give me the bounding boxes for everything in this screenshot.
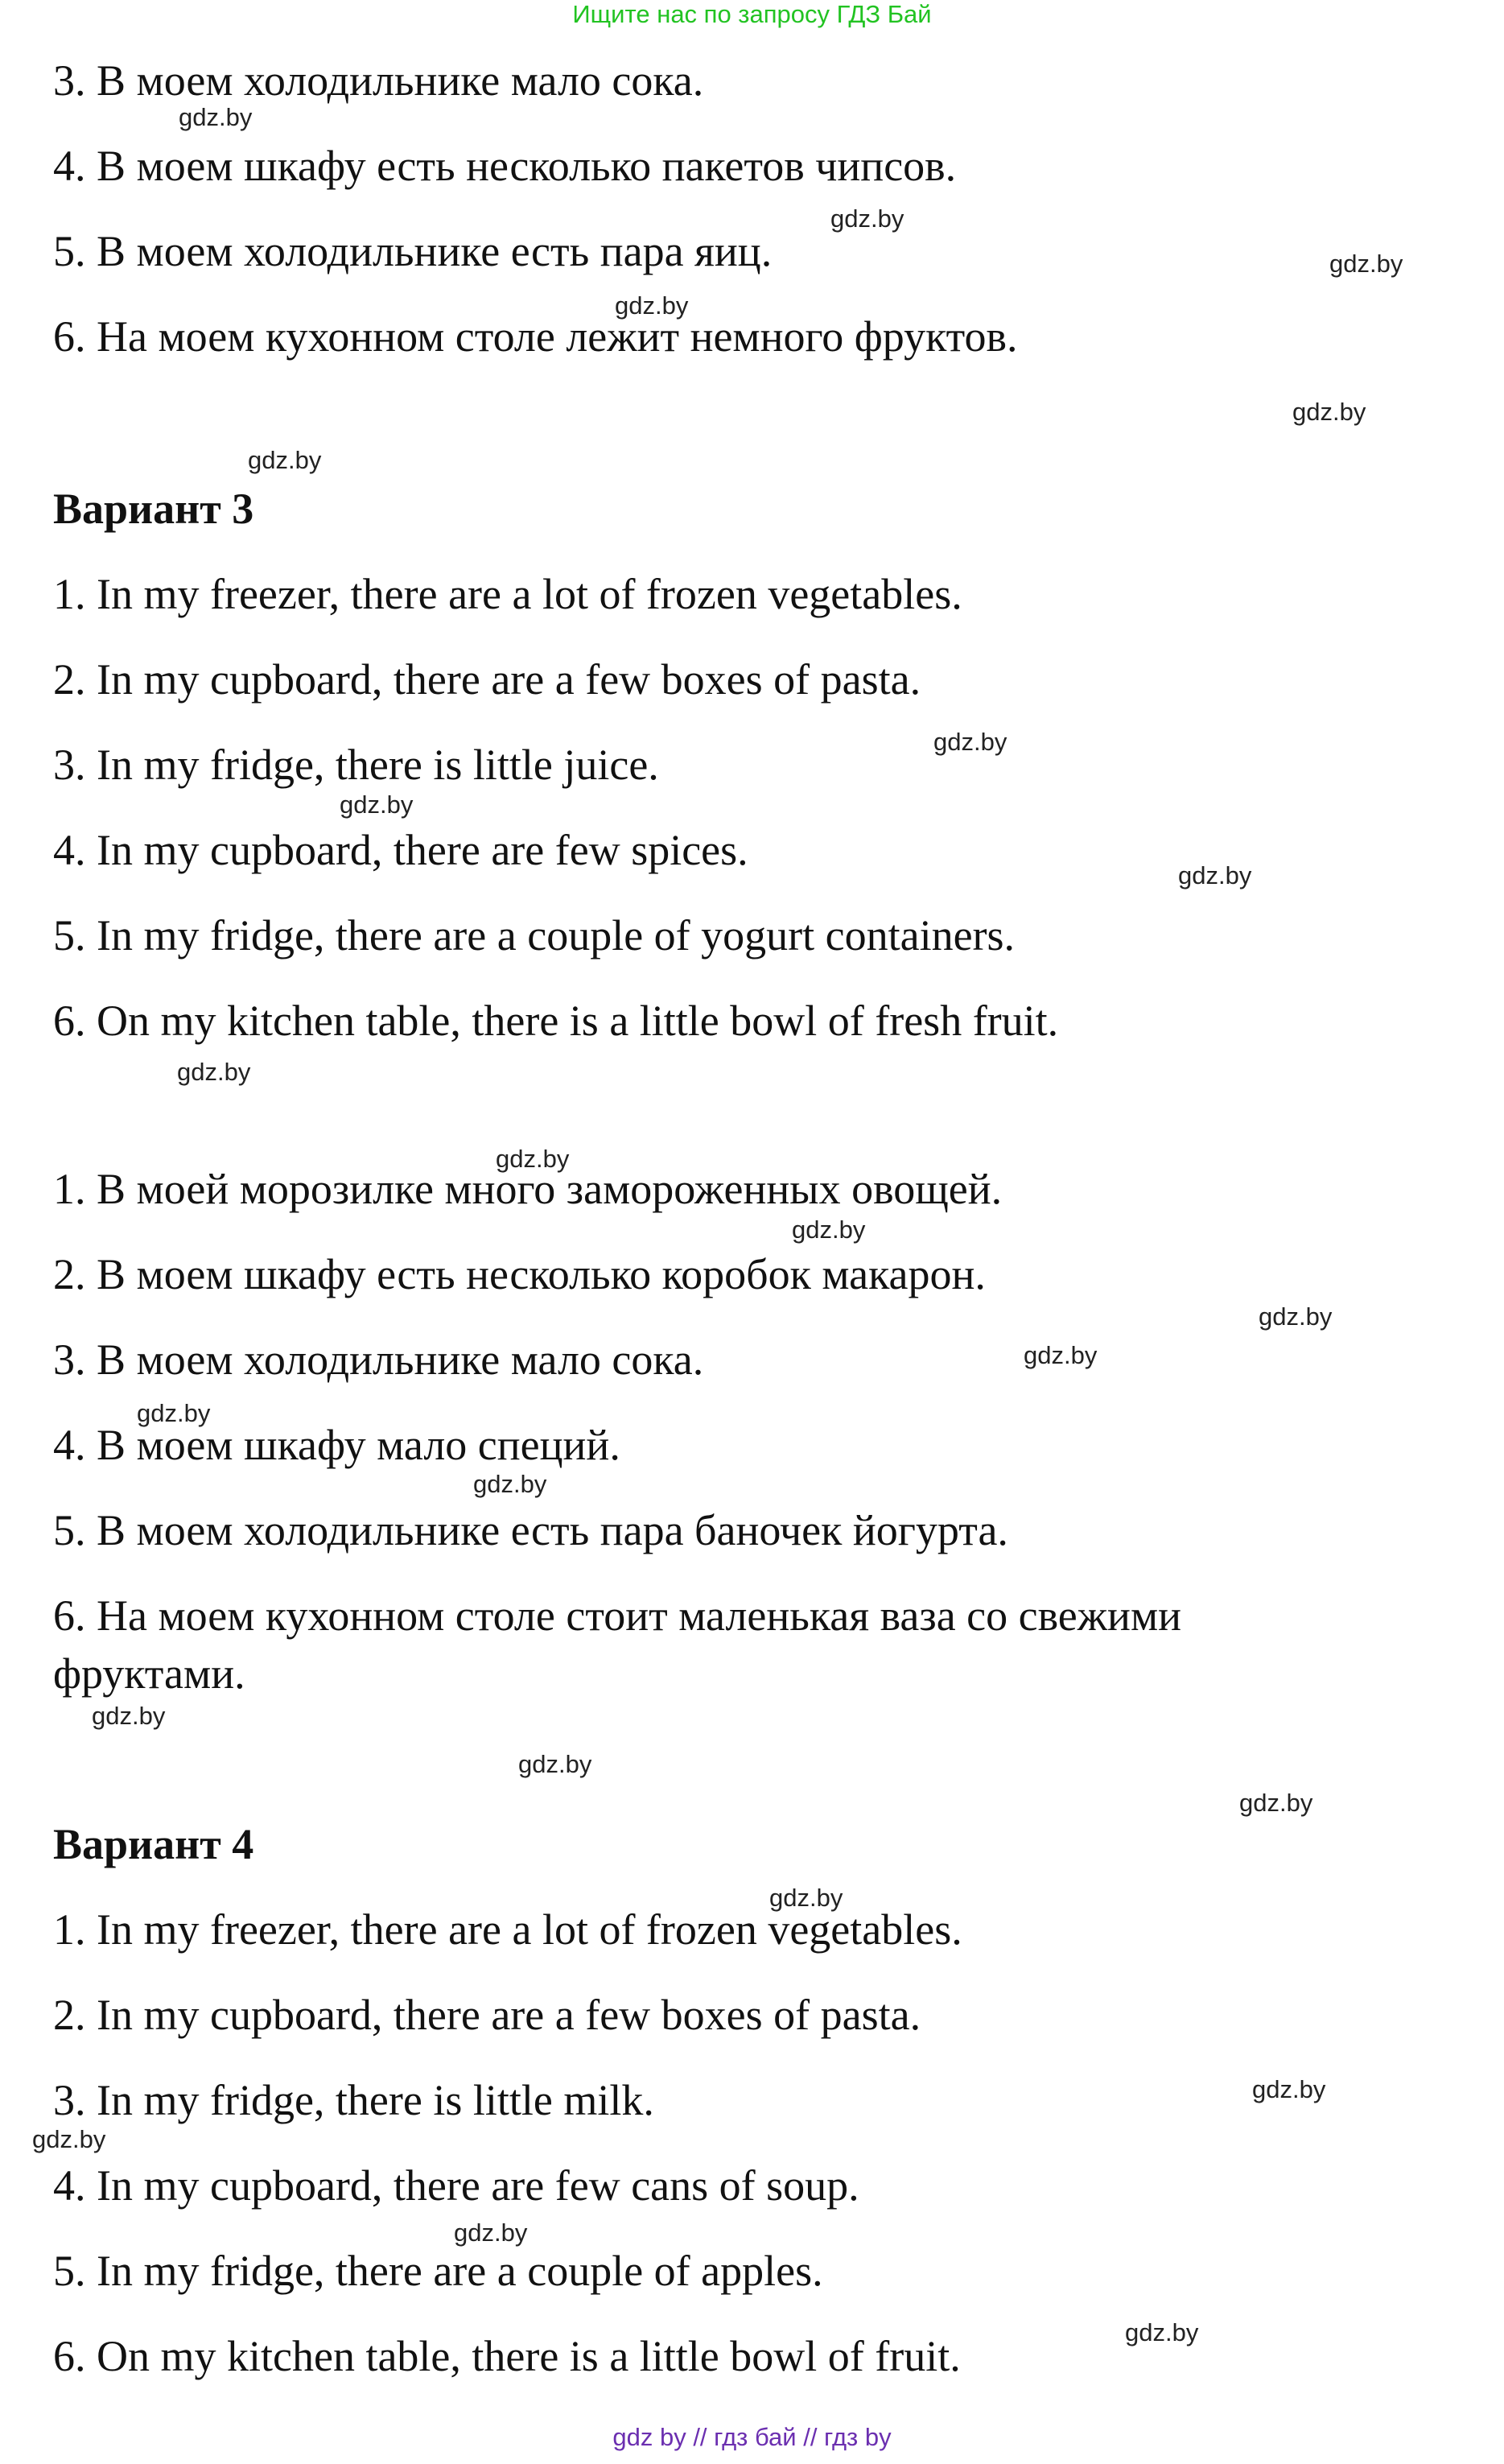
text-line: 3. В моем холодильнике мало сока. xyxy=(53,1335,704,1384)
text-line: фруктами. xyxy=(53,1649,245,1698)
text-line: 4. В моем шкафу мало специй. xyxy=(53,1421,620,1469)
watermark: gdz.by xyxy=(179,103,253,131)
text-line: 6. On my kitchen table, there is a little bowl of fruit. xyxy=(53,2332,961,2380)
watermark: gdz.by xyxy=(32,2125,106,2153)
watermark: gdz.by xyxy=(1252,2075,1326,2103)
watermark: gdz.by xyxy=(1259,1302,1333,1331)
watermark: gdz.by xyxy=(792,1215,866,1244)
watermark: gdz.by xyxy=(1024,1341,1098,1369)
watermark: gdz.by xyxy=(177,1058,251,1086)
watermark: gdz.by xyxy=(137,1399,211,1427)
text-line: 5. In my fridge, there are a couple of apples. xyxy=(53,2247,823,2295)
text-line: 5. В моем холодильнике есть пара баночек йогурта. xyxy=(53,1506,1008,1554)
watermark: gdz.by xyxy=(248,446,322,474)
text-line: 1. В моей морозилке много замороженных овощей. xyxy=(53,1165,1003,1213)
watermark: gdz.by xyxy=(1292,398,1366,426)
watermark: gdz.by xyxy=(830,204,904,233)
watermark: gdz.by xyxy=(92,1702,166,1730)
text-line: 4. In my cupboard, there are few spices. xyxy=(53,826,748,874)
text-line: 1. In my freezer, there are a lot of frozen vegetables. xyxy=(53,570,962,618)
watermark: gdz.by xyxy=(769,1884,843,1912)
variant-4-heading: Вариант 4 xyxy=(53,1820,254,1868)
watermark: gdz.by xyxy=(1178,861,1252,889)
watermark: gdz.by xyxy=(933,728,1007,756)
text-line: 6. On my kitchen table, there is a little bowl of fresh fruit. xyxy=(53,997,1059,1045)
text-line: 3. In my fridge, there is little juice. xyxy=(53,741,659,789)
text-line: 4. В моем шкафу есть несколько пакетов чипсов. xyxy=(53,142,957,190)
text-line: 2. In my cupboard, there are a few boxes of pasta. xyxy=(53,655,921,704)
text-line: 5. In my fridge, there are a couple of yogurt containers. xyxy=(53,911,1016,960)
text-line: 2. В моем шкафу есть несколько коробок макарон. xyxy=(53,1250,986,1298)
text-line: 6. На моем кухонном столе лежит немного фруктов. xyxy=(53,312,1018,361)
footer-links: gdz by // гдз бай // гдз by xyxy=(612,2423,892,2451)
text-line: 3. In my fridge, there is little milk. xyxy=(53,2076,654,2124)
text-line: 2. In my cupboard, there are a few boxes of pasta. xyxy=(53,1991,921,2039)
text-line: 1. In my freezer, there are a lot of frozen vegetables. xyxy=(53,1905,962,1954)
watermark: gdz.by xyxy=(454,2218,528,2247)
top-banner: Ищите нас по запросу ГДЗ Бай xyxy=(572,0,932,28)
variant-3-heading: Вариант 3 xyxy=(53,485,254,533)
text-line: 3. В моем холодильнике мало сока. xyxy=(53,56,704,105)
watermark: gdz.by xyxy=(496,1145,570,1173)
watermark: gdz.by xyxy=(1125,2318,1199,2346)
text-line: 6. На моем кухонном столе стоит маленькая ваза со свежими xyxy=(53,1591,1182,1640)
text-line: 4. In my cupboard, there are few cans of soup. xyxy=(53,2161,859,2210)
watermark: gdz.by xyxy=(518,1750,592,1778)
watermark: gdz.by xyxy=(340,790,414,819)
watermark: gdz.by xyxy=(615,291,689,320)
text-line: 5. В моем холодильнике есть пара яиц. xyxy=(53,227,773,275)
watermark: gdz.by xyxy=(473,1470,547,1498)
watermark: gdz.by xyxy=(1239,1789,1313,1817)
watermark: gdz.by xyxy=(1329,250,1403,278)
